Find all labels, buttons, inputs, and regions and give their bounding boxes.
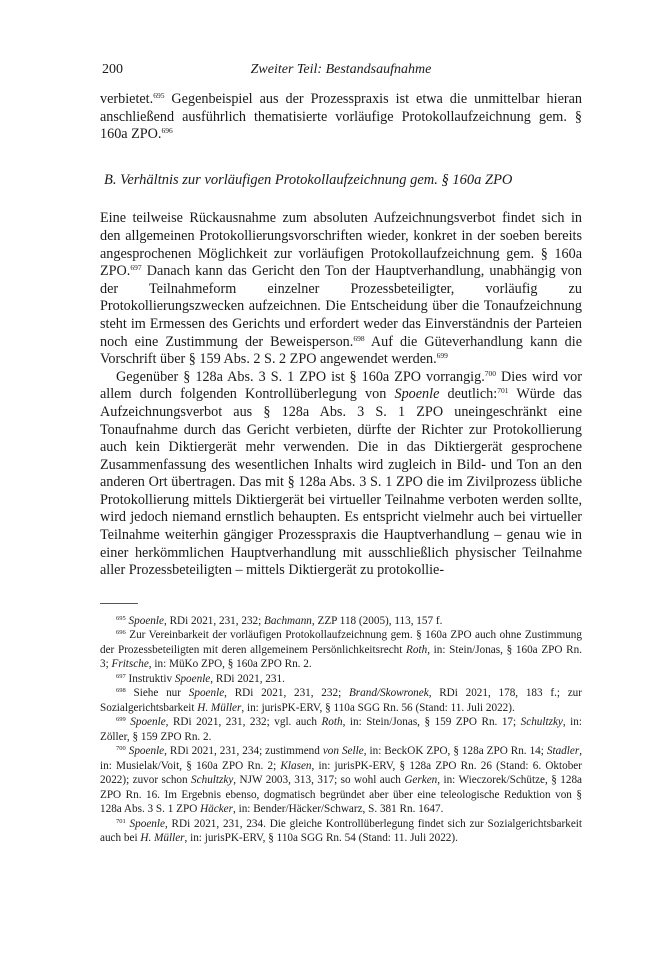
footnote-author: Roth	[406, 643, 428, 656]
footnote-author: von Selle	[322, 745, 364, 758]
footnote-number: 695	[116, 614, 126, 622]
footnote-text: , RDi 2021, 231.	[210, 672, 285, 685]
footnote-author: Fritsche	[111, 658, 149, 671]
footnote-696	[100, 628, 582, 672]
footnote-author: Spoenle	[129, 817, 165, 830]
footnote-author: H. Müller	[140, 832, 185, 845]
intro-text: verbietet.	[100, 91, 154, 107]
book-page	[100, 62, 582, 846]
footnote-ref-699: 699	[436, 351, 448, 361]
footnote-700	[100, 744, 582, 817]
footnote-text: , in: Stein/Jonas, § 159 ZPO Rn. 17;	[342, 716, 521, 729]
footnote-text: , RDi 2021, 231, 232;	[163, 614, 265, 627]
intro-paragraph	[100, 91, 582, 144]
para2-text-2: Dies wird vor allem durch folgenden Kontrollüberlegung von	[100, 368, 582, 403]
footnote-author: Spoenle	[128, 745, 165, 758]
footnote-author: H. Müller	[197, 701, 242, 714]
footnote-text: Zur Vereinbarkeit der vorläufigen Protokollaufzeichnung gem. § 160a ZPO auch ohne Zustimmung der Prozessbeteiligten mit deren allgemeinem Persönlichkeitsrecht	[100, 629, 582, 656]
footnote-author: Häcker	[200, 803, 234, 816]
footnote-author: Klasen	[280, 759, 312, 772]
para2-author: Spoenle	[394, 386, 440, 403]
para2-text-3: deutlich:	[439, 386, 498, 403]
footnote-text: , in: jurisPK-ERV, § 128a ZPO Rn. 26 (Stand: 6. Oktober 2022); zuvor schon	[100, 759, 582, 787]
paragraph-2	[100, 369, 582, 580]
footnote-text: , in: jurisPK-ERV, § 110a SGG Rn. 56 (Stand: 11. Juli 2022).	[241, 701, 515, 714]
footnote-number: 699	[116, 716, 126, 724]
footnote-author: Spoenle	[174, 672, 211, 685]
footnote-number: 701	[116, 817, 126, 825]
footnote-698	[100, 686, 582, 715]
footnote-text: , in: Musielak/Voit, § 160a ZPO Rn. 2;	[100, 745, 582, 772]
intro-text-2: Gegenbeispiel aus der Prozesspraxis ist etwa die unmittelbar hieran anschließend ausführlich thematisierte vorläufige Protokollaufzeichnung gem. § 160a ZPO.	[100, 91, 582, 143]
footnote-text: , in: Stein/Jonas, § 160a ZPO Rn. 3;	[100, 643, 582, 671]
footnote-text: , in: Wieczorek/Schütze, § 128a ZPO Rn. 16. Im Ergebnis ebenso, dogmatisch begründet aber über eine teleologische Reduktion von § 128a Abs. 3 S. 1 ZPO	[100, 774, 582, 816]
footnote-author: Bachmann	[264, 614, 312, 627]
footnote-text: , ZZP 118 (2005), 113, 157 f.	[311, 614, 443, 627]
footnote-ref-698: 698	[353, 333, 365, 343]
para2-text-4: Würde das Aufzeichnungsverbot aus § 128a Abs. 3 S. 1 ZPO uneingeschränkt eine Tonaufnahme durch das Gericht verbieten, dürfte der Richter zur Protokollierung auch kein Diktiergerät mehr verwenden. Die in das Diktiergerät gesprochene Zusammenfassung des wesentlichen Inhalts wird zugleich in Bild- und Ton an den anderen Ort übertragen. Das mit § 128a Abs. 3 S. 1 ZPO die im Zivilprozess übliche Protokollierung mittels Diktiergerät bei virtueller Teilnahme verboten werden sollte, wird jedoch niemand ernstlich behaupten. Es entspricht vielmehr auch bei virtueller Teilnahme weiterhin gängiger Prozesspraxis die Hauptverhandlung – genau wie in einer herkömmlichen Hauptverhandlung mit ausschließlich physischer Teilnahme aller Prozessbeteiligten – mittels Diktiergerät zu protokollie-	[100, 386, 582, 579]
footnote-701	[100, 817, 582, 846]
footnote-author: Stadler	[546, 745, 580, 758]
footnote-text: , in: Zöller, § 159 ZPO Rn. 2.	[100, 716, 582, 743]
footnote-695	[100, 614, 582, 629]
footnote-ref-700: 700	[484, 368, 497, 378]
para2-text-1: Gegenüber § 128a Abs. 3 S. 1 ZPO ist § 160a ZPO vorrangig.	[116, 368, 485, 385]
paragraph-1	[100, 210, 582, 368]
footnote-text: Siehe nur	[133, 687, 189, 700]
footnote-number: 696	[116, 629, 126, 637]
footnote-text: , NJW 2003, 313, 317; so wohl auch	[233, 774, 405, 787]
footnote-ref-696: 696	[161, 126, 173, 136]
footnote-text: , in: BeckOK ZPO, § 128a ZPO Rn. 14;	[363, 745, 547, 758]
body-text	[100, 91, 582, 580]
footnote-text: , RDi 2021, 231, 232; vgl. auch	[165, 716, 322, 729]
footnote-author: Spoenle	[130, 716, 166, 729]
footnote-number: 698	[116, 687, 126, 695]
page-number: 200	[102, 62, 123, 77]
footnote-author: Schultzky	[191, 774, 234, 787]
footnote-author: Brand/Skowronek	[348, 687, 429, 700]
footnote-number: 697	[116, 672, 126, 680]
footnote-author: Roth	[321, 716, 343, 729]
footnote-author: Spoenle	[188, 687, 225, 700]
footnote-text: , RDi 2021, 231, 232;	[224, 687, 349, 700]
footnote-text: , in: Bender/Häcker/Schwarz, S. 381 Rn. 1647.	[233, 803, 444, 816]
footnote-ref-695: 695	[153, 91, 165, 100]
para1-text-3: Auf die Güteverhandlung kann die Vorschrift über § 159 Abs. 2 S. 2 ZPO angewendet werden.	[100, 333, 582, 368]
footnote-text: Instruktiv	[128, 672, 175, 685]
footnote-ref-701: 701	[497, 386, 509, 396]
section-heading: B. Verhältnis zur vorläufigen Protokollaufzeichnung gem. § 160a ZPO	[104, 171, 513, 188]
footnote-text: , RDi 2021, 231, 234; zustimmend	[164, 745, 323, 758]
footnote-ref-697: 697	[130, 263, 142, 273]
page-header	[100, 62, 582, 84]
footnote-699	[100, 715, 582, 744]
para1-text-2: Danach kann das Gericht den Ton der Hauptverhandlung, unabhängig von der Teilnahmeform einzelner Prozessbeteiligter, vorläufig zu Protokollierungszwecken aufzeichnen. Die Entscheidung über die Tonaufzeichnung steht im Ermessen des Gerichts und erfordert weder das Einverständnis der Parteien noch eine Zustimmung der Beweisperson.	[100, 263, 582, 350]
para1-text-1: Eine teilweise Rückausnahme zum absoluten Aufzeichnungsverbot findet sich in den allgemeinen Protokollierungsvorschriften wieder, konkret in der soeben bereits angesprochenen Möglichkeit zur vorläufigen Protokollaufzeichnung gem. § 160a ZPO.	[100, 210, 582, 280]
footnote-author: Schultzky	[520, 716, 563, 729]
footnote-text: , RDi 2021, 231, 234. Die gleiche Kontrollüberlegung findet sich zur Sozialgerichtsbarkeit auch bei	[100, 817, 582, 845]
footnote-text: , in: jurisPK-ERV, § 110a SGG Rn. 54 (Stand: 11. Juli 2022).	[184, 832, 458, 845]
footnotes	[100, 614, 582, 846]
footnote-divider	[100, 603, 138, 604]
footnote-text: , RDi 2021, 178, 183 f.; zur Sozialgerichtsbarkeit	[100, 687, 582, 714]
running-head: Zweiter Teil: Bestandsaufnahme	[250, 62, 432, 77]
footnote-697	[100, 672, 582, 687]
footnote-number: 700	[116, 745, 126, 753]
footnote-author: Spoenle	[128, 614, 164, 627]
footnote-text: , in: MüKo ZPO, § 160a ZPO Rn. 2.	[148, 658, 312, 671]
footnote-author: Gerken	[404, 774, 438, 787]
